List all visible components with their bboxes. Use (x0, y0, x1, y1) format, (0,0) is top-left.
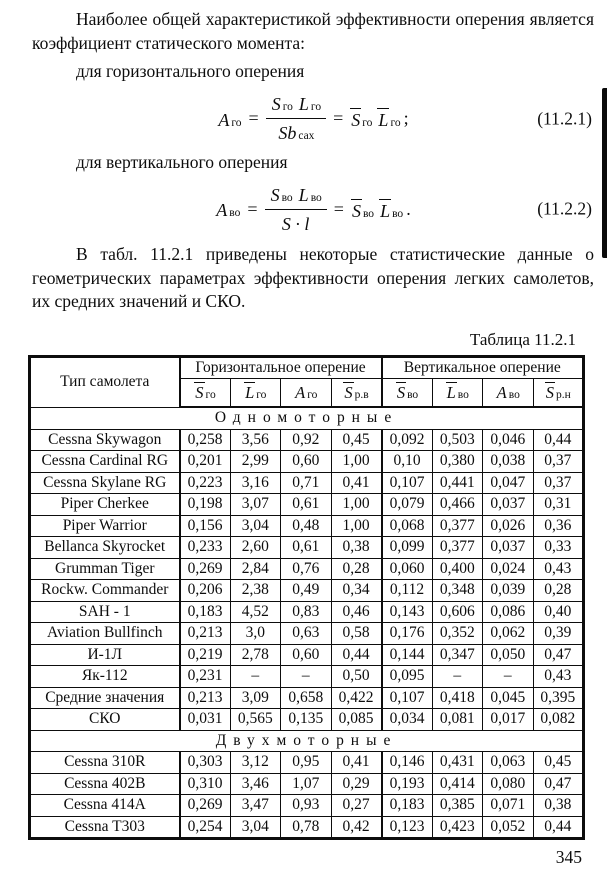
cell-value: 0,43 (533, 666, 584, 688)
cell-value: 0,071 (483, 795, 534, 817)
cell-value: 0,61 (281, 494, 332, 516)
cell-value: 0,414 (432, 773, 483, 795)
equation-number: (11.2.1) (537, 108, 592, 128)
section-row (30, 407, 584, 429)
cell-value: 0,58 (331, 623, 382, 645)
cell-aircraft-name: Rockw. Commander (30, 580, 180, 602)
cell-value: 0,61 (281, 537, 332, 559)
cell-value: 0,085 (331, 709, 382, 731)
cell-value: 0,39 (533, 623, 584, 645)
cell-aircraft-name: Як-112 (30, 666, 180, 688)
cell-value: 0,76 (281, 558, 332, 580)
cell-value: 0,112 (382, 580, 433, 602)
equals-sign: = (333, 198, 344, 219)
cell-value: 0,418 (432, 687, 483, 709)
math-symbol: S р.н (545, 383, 571, 402)
cell-value: 2,99 (230, 451, 281, 473)
cell-value: 3,09 (230, 687, 281, 709)
equation-body (217, 93, 408, 144)
fraction-denominator (266, 119, 326, 144)
overlined-variable: S (396, 383, 406, 402)
cell-value: 0,034 (382, 709, 433, 731)
table-row (30, 666, 584, 688)
math-symbol: A го (295, 382, 318, 402)
table-row (30, 795, 584, 817)
cell-value: 0,060 (382, 558, 433, 580)
cell-value: 0,47 (533, 644, 584, 666)
cell-value: 0,606 (432, 601, 483, 623)
math-symbol: A во (496, 382, 520, 402)
cell-value: 0,347 (432, 644, 483, 666)
cell-value: 0,348 (432, 580, 483, 602)
cell-value: 0,71 (281, 472, 332, 494)
table-row (30, 537, 584, 559)
cell-value: 3,56 (230, 429, 281, 451)
fraction (265, 184, 327, 235)
cell-value: 0,193 (382, 773, 433, 795)
column-group-horizontal-tail: Горизонтальное оперение (180, 356, 382, 379)
table-row (30, 580, 584, 602)
cell-value: 0,258 (180, 429, 231, 451)
cell-value: 0,400 (432, 558, 483, 580)
table-row (30, 558, 584, 580)
cell-value: 0,63 (281, 623, 332, 645)
column-header-symbol (230, 379, 281, 408)
cell-value: 0,047 (483, 472, 534, 494)
fraction-denominator (265, 210, 327, 235)
math-symbol: S во (396, 383, 419, 402)
cell-value: 0,28 (533, 580, 584, 602)
column-header-symbol (382, 379, 433, 408)
section-title: Двухмоторные (30, 730, 584, 752)
cell-aircraft-name: Средние значения (30, 687, 180, 709)
cell-value: 0,503 (432, 429, 483, 451)
overlined-variable: S (545, 383, 555, 402)
table-row (30, 816, 584, 839)
table-row (30, 623, 584, 645)
equals-sign: = (333, 108, 344, 128)
cell-value: 0,423 (432, 816, 483, 839)
cell-value: 0,43 (533, 558, 584, 580)
cell-value: 0,201 (180, 451, 231, 473)
cell-value: 0,050 (483, 644, 534, 666)
cell-aircraft-name: Cessna T303 (30, 816, 180, 839)
cell-aircraft-name: И-1Л (30, 644, 180, 666)
variable: A (295, 382, 306, 402)
math-symbol: L во (446, 383, 469, 402)
overlined-variable: S (195, 383, 204, 402)
table-row (30, 773, 584, 795)
math-symbol: L го (378, 110, 401, 130)
cell-value: 0,107 (382, 472, 433, 494)
overlined-variable: L (380, 200, 391, 221)
equation-punctuation: ; (403, 108, 409, 128)
variable: S · l (281, 213, 310, 234)
overlined-variable: L (446, 383, 456, 402)
equals-sign: = (247, 198, 258, 219)
cell-value: 0,60 (281, 451, 332, 473)
equation-number: (11.2.2) (537, 198, 592, 219)
table-row (30, 451, 584, 473)
cell-value: 0,206 (180, 580, 231, 602)
cell-value: 0,78 (281, 816, 332, 839)
cell-value: 0,44 (331, 644, 382, 666)
math-symbol: L го (298, 94, 322, 114)
cell-value: 3,07 (230, 494, 281, 516)
math-symbol: S го (351, 110, 373, 130)
cell-value: 0,658 (281, 687, 332, 709)
cell-value: 0,079 (382, 494, 433, 516)
cell-value: – (432, 666, 483, 688)
cell-value: 0,28 (331, 558, 382, 580)
math-symbol: L го (245, 383, 267, 402)
fraction (266, 93, 326, 144)
cell-value: 0,10 (382, 451, 433, 473)
cell-value: 0,095 (382, 666, 433, 688)
cell-value: 0,380 (432, 451, 483, 473)
overlined-variable: L (245, 383, 255, 402)
cell-value: 0,41 (331, 472, 382, 494)
cell-value: 0,45 (533, 752, 584, 774)
column-header-symbol (432, 379, 483, 408)
cell-value: 0,49 (281, 580, 332, 602)
cell-value: 0,47 (533, 773, 584, 795)
cell-value: 0,038 (483, 451, 534, 473)
variable: Sb (278, 123, 297, 143)
cell-aircraft-name: Grumman Tiger (30, 558, 180, 580)
cell-value: 0,062 (483, 623, 534, 645)
cell-aircraft-name: Piper Cherkee (30, 494, 180, 516)
cell-value: 0,039 (483, 580, 534, 602)
column-group-vertical-tail: Вертикальное оперение (382, 356, 584, 379)
cell-value: 0,092 (382, 429, 433, 451)
cell-value: 0,045 (483, 687, 534, 709)
table-row (30, 709, 584, 731)
table-row (30, 472, 584, 494)
cell-value: 0,223 (180, 472, 231, 494)
math-symbol: A во (216, 200, 241, 220)
page-number: 345 (555, 847, 582, 867)
math-symbol: S го (271, 94, 293, 114)
cell-value: 3,0 (230, 623, 281, 645)
cell-value: 0,213 (180, 687, 231, 709)
paragraph-intro: Наиболее общей характеристикой эффективности оперения является коэффициент статического момента: (32, 9, 594, 53)
table-row (30, 644, 584, 666)
cell-value: 0,33 (533, 537, 584, 559)
cell-value: 2,84 (230, 558, 281, 580)
cell-value: 0,422 (331, 687, 382, 709)
line-vertical-tail-case: для вертикального оперения (76, 151, 288, 172)
cell-value: 1,00 (331, 494, 382, 516)
section-row (30, 730, 584, 752)
cell-value: 0,031 (180, 709, 231, 731)
equation-punctuation: . (406, 198, 411, 219)
cell-value: 0,377 (432, 515, 483, 537)
cell-aircraft-name: Cessna 414A (30, 795, 180, 817)
cell-value: 0,431 (432, 752, 483, 774)
cell-value: 1,00 (331, 515, 382, 537)
variable: A (218, 109, 230, 130)
cell-value: 2,60 (230, 537, 281, 559)
cell-value: 0,466 (432, 494, 483, 516)
cell-value: 0,086 (483, 601, 534, 623)
cell-value: 0,026 (483, 515, 534, 537)
cell-value: 0,48 (281, 515, 332, 537)
cell-value: 0,42 (331, 816, 382, 839)
cell-value: 3,04 (230, 816, 281, 839)
column-header-symbol (281, 379, 332, 408)
cell-value: 0,92 (281, 429, 332, 451)
cell-value: 0,303 (180, 752, 231, 774)
cell-value: 0,45 (331, 429, 382, 451)
cell-value: 0,198 (180, 494, 231, 516)
math-symbol: L во (298, 184, 322, 205)
column-header-symbol (533, 379, 584, 408)
cell-value: 0,219 (180, 644, 231, 666)
cell-value: 0,310 (180, 773, 231, 795)
fraction-numerator (266, 93, 326, 119)
cell-aircraft-name: Cessna Cardinal RG (30, 451, 180, 473)
cell-value: 0,046 (483, 429, 534, 451)
cell-value: 4,52 (230, 601, 281, 623)
cell-value: 0,93 (281, 795, 332, 817)
cell-value: – (230, 666, 281, 688)
cell-value: 1,07 (281, 773, 332, 795)
cell-value: 0,44 (533, 816, 584, 839)
table-group-header-row (30, 356, 584, 379)
cell-value: 0,269 (180, 558, 231, 580)
column-header-symbol (483, 379, 534, 408)
cell-value: 0,395 (533, 687, 584, 709)
cell-value: 0,183 (382, 795, 433, 817)
cell-value: 0,254 (180, 816, 231, 839)
cell-value: 0,565 (230, 709, 281, 731)
math-symbol: A го (218, 109, 242, 130)
cell-value: 0,123 (382, 816, 433, 839)
cell-value: 0,024 (483, 558, 534, 580)
variable: S (271, 94, 281, 114)
cell-value: 0,037 (483, 494, 534, 516)
cell-value: 0,213 (180, 623, 231, 645)
cell-aircraft-name: Piper Warrior (30, 515, 180, 537)
equals-sign: = (248, 108, 259, 128)
cell-value: 0,41 (331, 752, 382, 774)
math-symbol: S го (195, 383, 216, 402)
statistics-table (28, 355, 585, 841)
cell-value: 0,34 (331, 580, 382, 602)
table-caption: Таблица 11.2.1 (469, 329, 576, 349)
cell-value: 0,352 (432, 623, 483, 645)
cell-value: 0,385 (432, 795, 483, 817)
table-row (30, 752, 584, 774)
overlined-variable: S (351, 200, 361, 221)
overlined-variable: S (351, 110, 361, 130)
cell-value: 0,037 (483, 537, 534, 559)
column-header-symbol (180, 379, 231, 408)
cell-value: 0,95 (281, 752, 332, 774)
cell-value: 0,83 (281, 601, 332, 623)
cell-aircraft-name: SAH - 1 (30, 601, 180, 623)
cell-value: 0,107 (382, 687, 433, 709)
cell-value: 0,146 (382, 752, 433, 774)
cell-value: 2,38 (230, 580, 281, 602)
cell-value: 0,44 (533, 429, 584, 451)
cell-value: 0,231 (180, 666, 231, 688)
column-header-symbol (331, 379, 382, 408)
cell-value: 3,12 (230, 752, 281, 774)
cell-value: 3,04 (230, 515, 281, 537)
variable: A (216, 200, 228, 220)
math-symbol (281, 213, 311, 233)
math-symbol: Sb сах (278, 123, 315, 143)
cell-value: 0,081 (432, 709, 483, 731)
table-row (30, 687, 584, 709)
cell-value: 0,082 (533, 709, 584, 731)
cell-value: 0,052 (483, 816, 534, 839)
cell-value: 0,38 (533, 795, 584, 817)
overlined-variable: S (344, 383, 353, 402)
cell-aircraft-name: Cessna Skywagon (30, 429, 180, 451)
section-title: Одномоторные (30, 407, 584, 429)
fraction-numerator (265, 184, 327, 210)
table-row (30, 601, 584, 623)
cell-value: 0,441 (432, 472, 483, 494)
cell-value: 0,135 (281, 709, 332, 731)
table-row (30, 515, 584, 537)
equation-horizontal-tail (32, 93, 594, 145)
cell-value: 0,183 (180, 601, 231, 623)
overlined-variable: L (378, 110, 389, 130)
cell-value: 0,233 (180, 537, 231, 559)
cell-value: 0,099 (382, 537, 433, 559)
cell-value: 0,176 (382, 623, 433, 645)
cell-value: 3,16 (230, 472, 281, 494)
cell-value: 0,144 (382, 644, 433, 666)
cell-value: 0,377 (432, 537, 483, 559)
cell-value: – (281, 666, 332, 688)
cell-aircraft-name: СКО (30, 709, 180, 731)
cell-value: 0,29 (331, 773, 382, 795)
cell-value: 1,00 (331, 451, 382, 473)
cell-value: 3,46 (230, 773, 281, 795)
cell-value: 3,47 (230, 795, 281, 817)
cell-value: 0,068 (382, 515, 433, 537)
cell-aircraft-name: Aviation Bullfinch (30, 623, 180, 645)
math-symbol: S во (351, 200, 375, 221)
cell-value: 0,27 (331, 795, 382, 817)
cell-value: 0,269 (180, 795, 231, 817)
math-symbol: S во (270, 184, 293, 205)
cell-aircraft-name: Cessna 402B (30, 773, 180, 795)
cell-value: 2,78 (230, 644, 281, 666)
cell-value: 0,143 (382, 601, 433, 623)
table-row (30, 494, 584, 516)
cell-value: 0,37 (533, 472, 584, 494)
cell-value: 0,60 (281, 644, 332, 666)
cell-value: 0,31 (533, 494, 584, 516)
cell-value: 0,36 (533, 515, 584, 537)
scan-artifact-edge (602, 88, 607, 258)
cell-value: 0,063 (483, 752, 534, 774)
cell-aircraft-name: Cessna Skylane RG (30, 472, 180, 494)
variable: L (298, 94, 309, 114)
cell-aircraft-name: Cessna 310R (30, 752, 180, 774)
equation-vertical-tail (32, 183, 594, 235)
line-horizontal-tail-case: для горизонтального оперения (76, 61, 305, 81)
cell-value: 0,37 (533, 451, 584, 473)
cell-value: 0,156 (180, 515, 231, 537)
column-header-aircraft-type: Тип самолета (30, 356, 180, 407)
equation-body (215, 184, 410, 235)
cell-value: 0,080 (483, 773, 534, 795)
cell-aircraft-name: Bellanca Skyrocket (30, 537, 180, 559)
paragraph-table-reference: В табл. 11.2.1 приведены некоторые статистические данные о геометрических параметрах эффективности оперения легких самолетов, их средних значений и СКО. (32, 244, 594, 311)
cell-value: 0,017 (483, 709, 534, 731)
math-symbol: L во (380, 200, 404, 221)
cell-value: 0,38 (331, 537, 382, 559)
variable: A (496, 382, 507, 402)
cell-value: – (483, 666, 534, 688)
variable: S (270, 184, 280, 205)
variable: L (298, 184, 309, 205)
cell-value: 0,50 (331, 666, 382, 688)
table-row (30, 429, 584, 451)
cell-value: 0,46 (331, 601, 382, 623)
cell-value: 0,40 (533, 601, 584, 623)
math-symbol: S р.в (344, 383, 369, 402)
